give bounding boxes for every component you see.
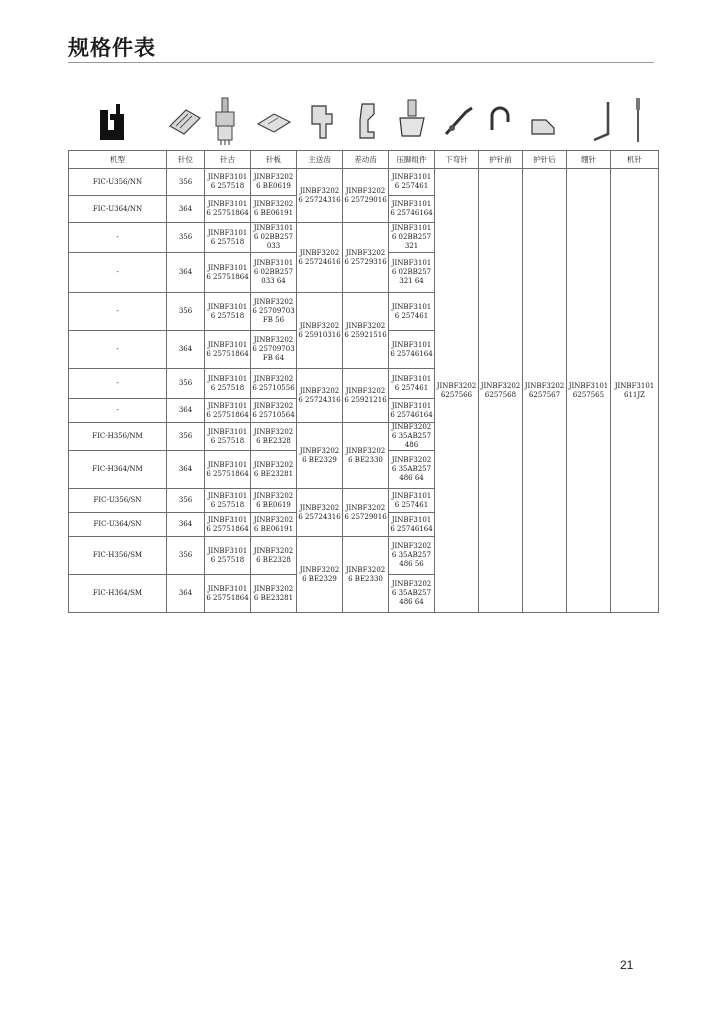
needle-holder-cell: JINBF31016 25751864: [205, 331, 251, 369]
header-cell: 下弯针: [435, 151, 479, 169]
position-cell: 356: [167, 169, 205, 196]
position-cell: 356: [167, 223, 205, 253]
presser-foot-cell: JINBF31016 257461: [389, 169, 435, 196]
header-cell: 绷针: [567, 151, 611, 169]
header-cell: 针古: [205, 151, 251, 169]
needle-plate-cell: JINBF31016 02BB257033: [251, 223, 297, 253]
needle-holder-cell: JINBF31016 25751864: [205, 575, 251, 613]
position-cell: 364: [167, 253, 205, 293]
header-cell: 针板: [251, 151, 297, 169]
presser-foot-cell: JINBF31016 02BB257321: [389, 223, 435, 253]
model-cell: FIC-H356/NM: [69, 423, 167, 451]
position-cell: 364: [167, 575, 205, 613]
needle-holder-cell: JINBF31016 257518: [205, 169, 251, 196]
page-title: 规格件表: [68, 36, 156, 60]
model-cell: FIC-U356/SN: [69, 489, 167, 513]
needle-holder-cell: JINBF31016 25751864: [205, 196, 251, 223]
main-feed-cell: JINBF32026 25724316: [297, 369, 343, 423]
position-cell: 356: [167, 423, 205, 451]
position-cell: 364: [167, 331, 205, 369]
presser-foot-cell: JINBF32026 35AB257486 64: [389, 575, 435, 613]
needle-plate-cell: JINBF32026 BE0619: [251, 489, 297, 513]
main-feed-cell: JINBF32026 25724616: [297, 223, 343, 293]
presser-foot-cell: JINBF31016 257461: [389, 293, 435, 331]
model-cell: FIC-U364/SN: [69, 513, 167, 537]
parts-icon-row: [68, 96, 658, 148]
presser-foot-cell: JINBF31016 25746164: [389, 399, 435, 423]
needle-plate-cell: JINBF32026 BE06191: [251, 196, 297, 223]
position-cell: 364: [167, 513, 205, 537]
presser-foot-cell: JINBF31016 25746164: [389, 331, 435, 369]
position-cell: 364: [167, 399, 205, 423]
machine-needle-cell: JINBF3101 611JZ: [611, 169, 659, 613]
spreader-cell: JINBF3101 6257565: [567, 169, 611, 613]
presser-foot-icon: [394, 96, 430, 146]
needle-holder-cell: JINBF31016 25751864: [205, 513, 251, 537]
needle-plate-cell: JINBF32026 BE2328: [251, 423, 297, 451]
presser-foot-cell: JINBF32026 35AB257486: [389, 423, 435, 451]
differential-feed-dog-icon: [350, 96, 386, 144]
main-feed-cell: JINBF32026 BE2329: [297, 537, 343, 613]
guard-front-cell: JINBF3202 6257568: [479, 169, 523, 613]
main-feed-cell: JINBF32026 25724316: [297, 489, 343, 537]
machine-needle-icon: [628, 96, 648, 146]
presser-foot-cell: JINBF32026 35AB257486 64: [389, 451, 435, 489]
header-cell: 护针后: [523, 151, 567, 169]
needle-plate-cell: JINBF32026 25710556: [251, 369, 297, 399]
diff-feed-cell: JINBF32026 25729016: [343, 489, 389, 537]
needle-plate-cell: JINBF32026 BE23281: [251, 575, 297, 613]
main-feed-cell: JINBF32026 25910316: [297, 293, 343, 369]
presser-foot-cell: JINBF31016 257461: [389, 369, 435, 399]
model-cell: -: [69, 293, 167, 331]
throat-plate-icon: [164, 96, 204, 144]
position-cell: 356: [167, 293, 205, 331]
diff-feed-cell: JINBF32026 25729016: [343, 169, 389, 223]
needle-plate-cell: JINBF31016 02BB257033 64: [251, 253, 297, 293]
diff-feed-cell: JINBF32026 25729316: [343, 223, 389, 293]
spreader-needle-icon: [588, 96, 618, 146]
position-cell: 356: [167, 537, 205, 575]
needle-plate-cell: JINBF32026 25709703FB 56: [251, 293, 297, 331]
spec-table: [68, 150, 659, 613]
model-cell: FIC-U356/NN: [69, 169, 167, 196]
position-cell: 364: [167, 196, 205, 223]
needle-plate-cell: JINBF32026 BE0619: [251, 169, 297, 196]
presser-foot-cell: JINBF31016 25746164: [389, 196, 435, 223]
header-cell: 针位: [167, 151, 205, 169]
needle-bar-icon: [208, 96, 242, 146]
needle-holder-cell: JINBF31016 257518: [205, 489, 251, 513]
presser-foot-cell: JINBF32026 35AB257486 56: [389, 537, 435, 575]
title-divider: [68, 62, 654, 63]
main-feed-cell: JINBF32026 BE2329: [297, 423, 343, 489]
looper-cell: JINBF3202 6257566: [435, 169, 479, 613]
diff-feed-cell: JINBF32026 BE2330: [343, 423, 389, 489]
model-cell: -: [69, 399, 167, 423]
main-feed-cell: JINBF32026 25724316: [297, 169, 343, 223]
header-cell: 差动齿: [343, 151, 389, 169]
model-cell: FIC-H356/SM: [69, 537, 167, 575]
diff-feed-cell: JINBF32026 25921216: [343, 369, 389, 423]
position-cell: 356: [167, 369, 205, 399]
model-cell: FIC-H364/SM: [69, 575, 167, 613]
header-cell: 机型: [69, 151, 167, 169]
needle-plate-cell: JINBF32026 BE23281: [251, 451, 297, 489]
presser-foot-cell: JINBF31016 02BB257321 64: [389, 253, 435, 293]
model-cell: -: [69, 223, 167, 253]
header-cell: 机针: [611, 151, 659, 169]
header-cell: 压脚组件: [389, 151, 435, 169]
model-cell: FIC-U364/NN: [69, 196, 167, 223]
needle-holder-cell: JINBF31016 25751864: [205, 399, 251, 423]
main-feed-dog-icon: [304, 96, 340, 144]
lower-looper-icon: [440, 96, 476, 144]
header-cell: 护针前: [479, 151, 523, 169]
needle-holder-cell: JINBF31016 25751864: [205, 451, 251, 489]
presser-foot-cell: JINBF31016 257461: [389, 489, 435, 513]
page-number: 21: [620, 958, 634, 972]
needle-plate-cell: JINBF32026 BE06191: [251, 513, 297, 537]
needle-holder-cell: JINBF31016 257518: [205, 293, 251, 331]
needle-plate-cell: JINBF32026 25709703FB 64: [251, 331, 297, 369]
guard-rear-cell: JINBF3202 6257567: [523, 169, 567, 613]
front-needle-guard-icon: [484, 96, 516, 144]
needle-holder-cell: JINBF31016 257518: [205, 223, 251, 253]
model-cell: -: [69, 369, 167, 399]
position-cell: 364: [167, 451, 205, 489]
needle-holder-cell: JINBF31016 257518: [205, 369, 251, 399]
presser-foot-cell: JINBF31016 25746164: [389, 513, 435, 537]
feed-plate-icon: [254, 96, 294, 144]
needle-plate-cell: JINBF32026 25710564: [251, 399, 297, 423]
header-cell: 主送齿: [297, 151, 343, 169]
diff-feed-cell: JINBF32026 BE2330: [343, 537, 389, 613]
needle-holder-cell: JINBF31016 25751864: [205, 253, 251, 293]
model-cell: FIC-H364/NM: [69, 451, 167, 489]
needle-plate-cell: JINBF32026 BE2328: [251, 537, 297, 575]
sewing-machine-head-icon: [96, 96, 130, 144]
table-row: [69, 169, 659, 196]
needle-holder-cell: JINBF31016 257518: [205, 537, 251, 575]
model-cell: -: [69, 253, 167, 293]
rear-needle-guard-icon: [526, 96, 560, 144]
diff-feed-cell: JINBF32026 25921516: [343, 293, 389, 369]
model-cell: -: [69, 331, 167, 369]
header-row: [69, 151, 659, 169]
needle-holder-cell: JINBF31016 257518: [205, 423, 251, 451]
position-cell: 356: [167, 489, 205, 513]
